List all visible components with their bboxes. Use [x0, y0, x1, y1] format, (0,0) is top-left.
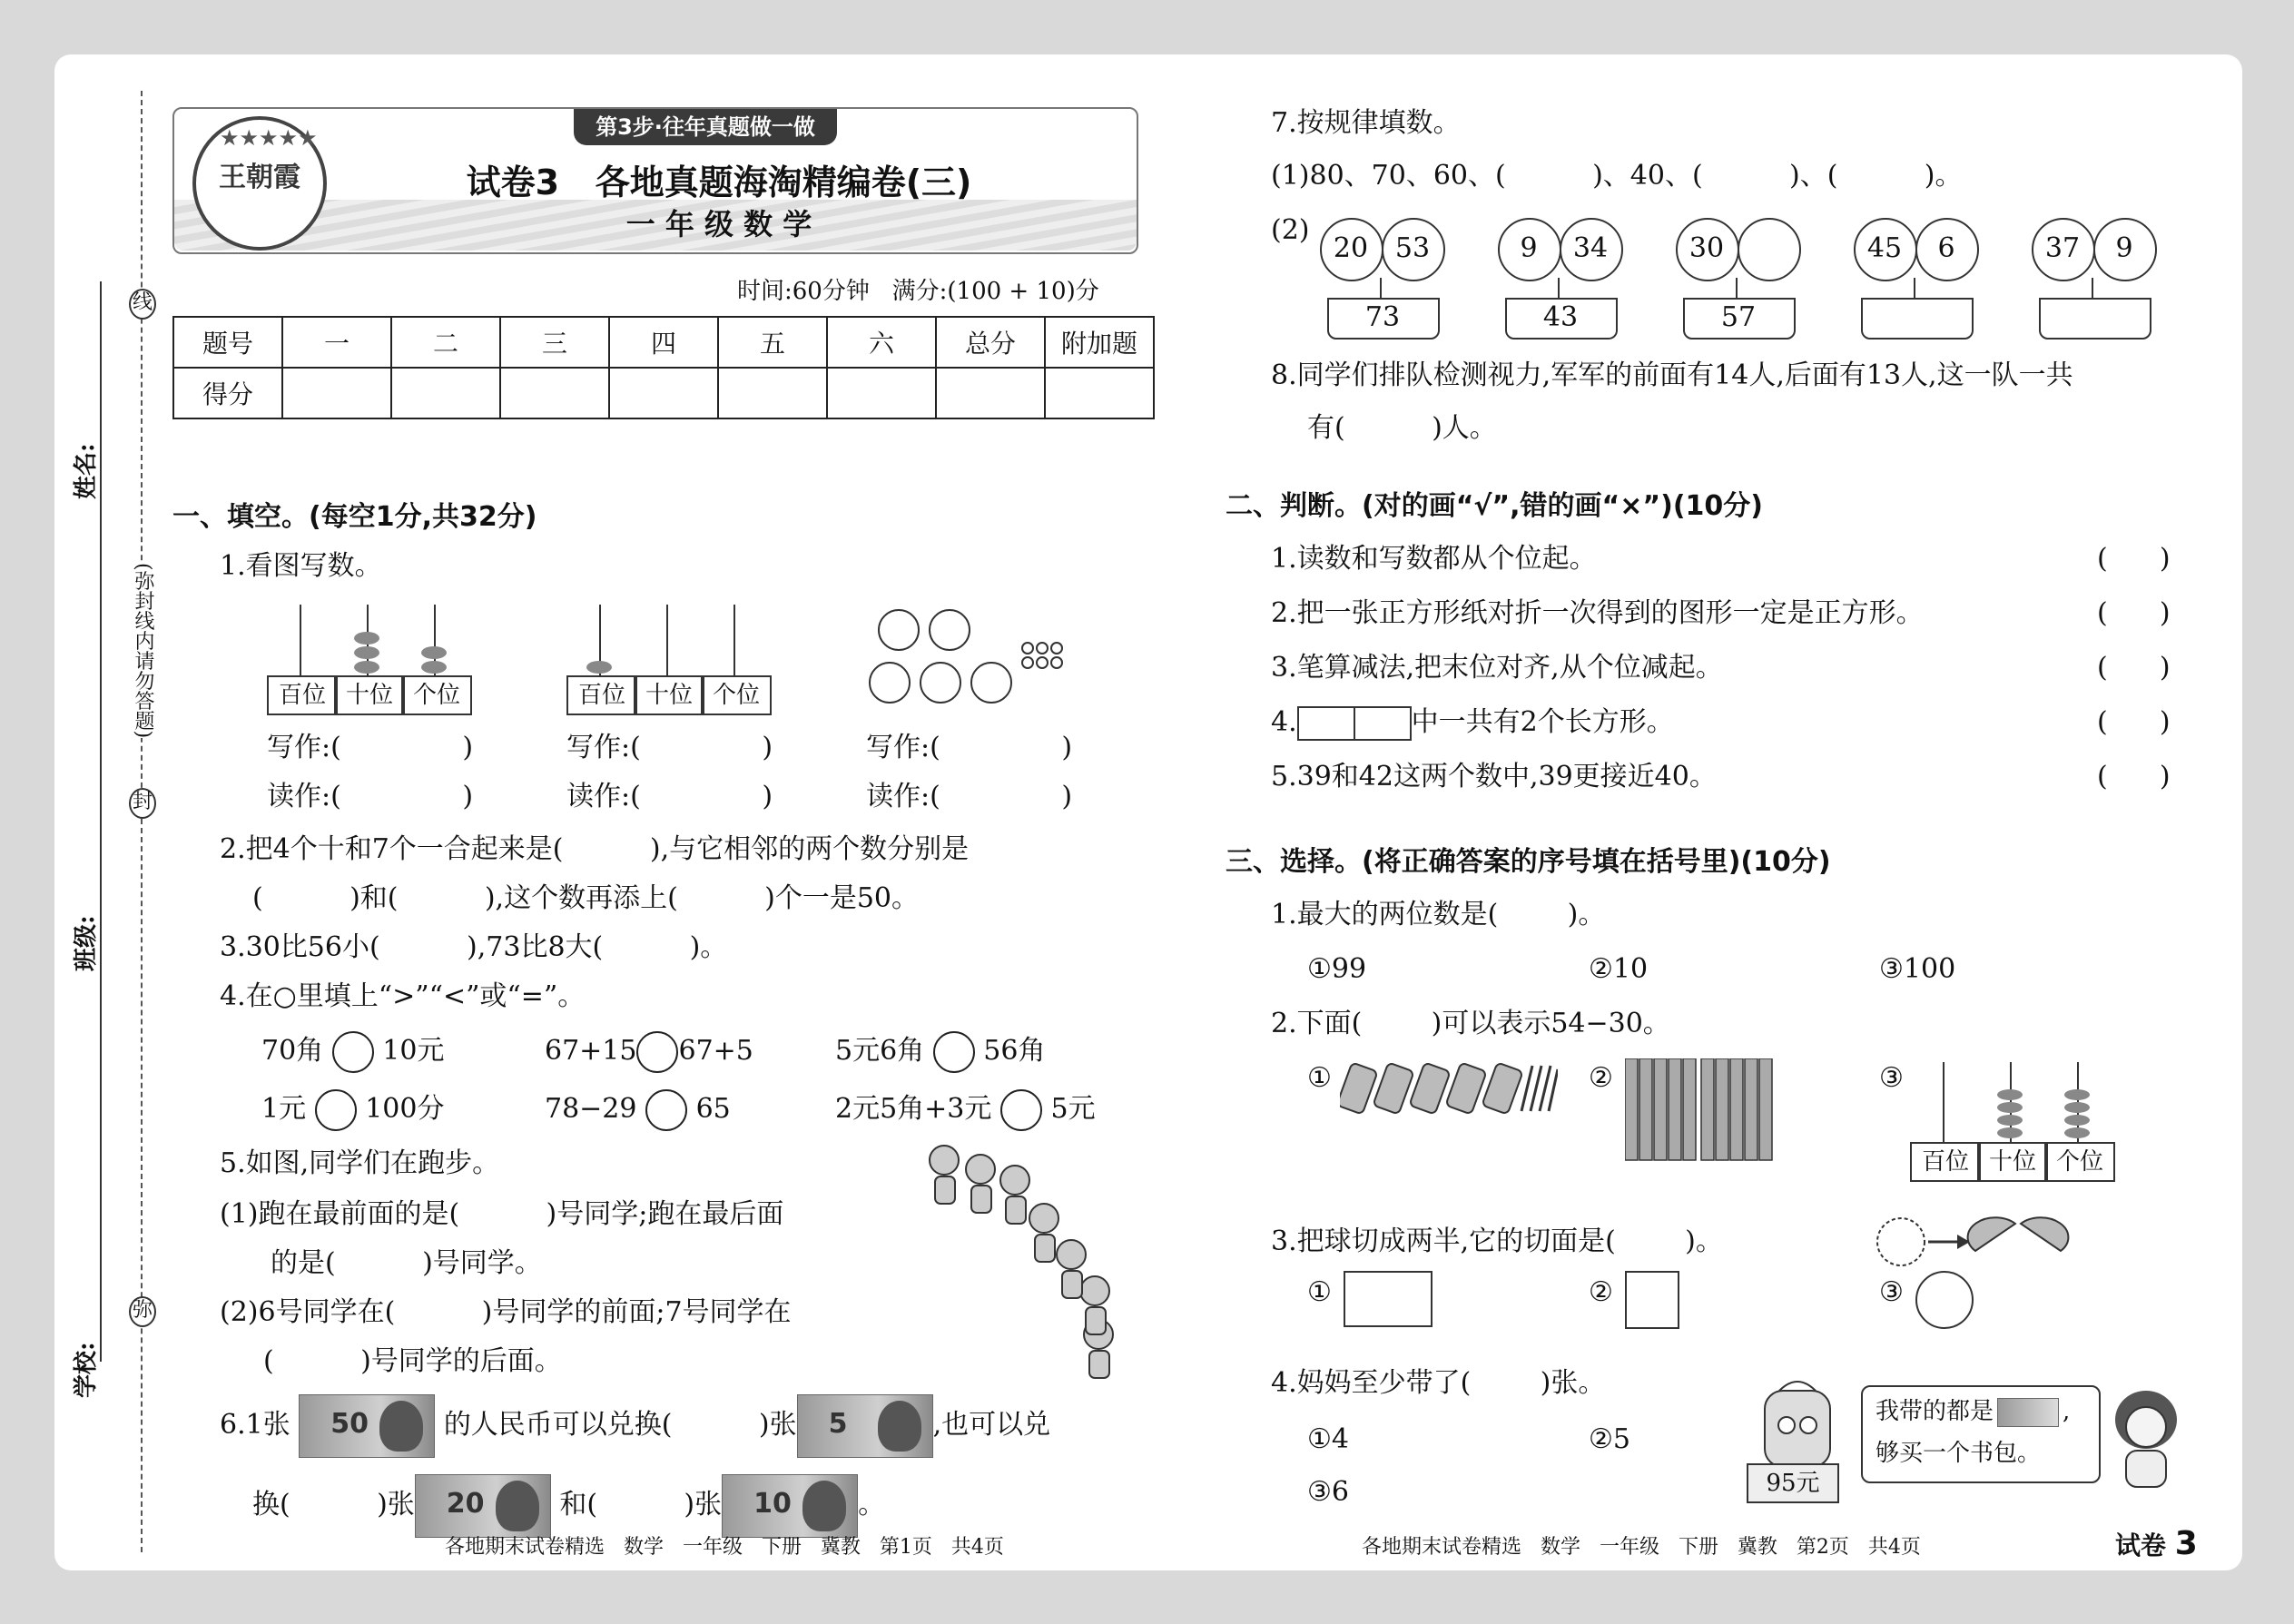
school-label: 学校:	[73, 1342, 100, 1398]
page-label: 试卷 3	[2115, 1525, 2198, 1562]
left-footer: 各地期末试卷精选 数学 一年级 下册 冀教 第1页 共4页	[445, 1536, 1004, 1559]
flower-pot	[2021, 214, 2175, 341]
rectangle-shape	[1355, 706, 1412, 741]
q7-title: 7.按规律填数。	[1271, 107, 1461, 139]
exam-sheet	[54, 54, 2242, 1570]
q5-1a[interactable]: (1)跑在最前面的是( )号同学;跑在最后面	[220, 1198, 784, 1230]
score-cell[interactable]	[1045, 368, 1154, 418]
circle-shape	[1915, 1271, 1974, 1329]
score-head-1: 一	[282, 317, 391, 368]
q6-line2: 换( )张 20 和( )张 10 。	[252, 1474, 885, 1538]
q1-write-3[interactable]: 写作:( )	[866, 732, 1073, 763]
score-head-8: 附加题	[1045, 317, 1154, 368]
choice-3-title[interactable]: 3.把球切成两半,它的切面是( )。	[1271, 1225, 1723, 1257]
step-badge: 第3步·往年真题做一做	[574, 109, 837, 145]
score-head-4: 四	[609, 317, 718, 368]
pot-number[interactable]: 57	[1720, 301, 1757, 333]
q7-2-label: (2)	[1271, 214, 1310, 246]
q4-item-3: 5元6角 56角	[835, 1031, 1045, 1073]
flower-pots	[1309, 214, 2199, 341]
choice-3-opt-2[interactable]: ②	[1589, 1276, 1613, 1308]
score-row-label: 得分	[173, 368, 282, 418]
judge-1: 1.读数和写数都从个位起。	[1271, 543, 1597, 575]
seal-char-mi: 弥	[129, 1296, 156, 1327]
q4-item-6: 2元5角+3元 5元	[835, 1089, 1096, 1131]
square-shape	[1625, 1271, 1679, 1329]
q8-line1: 8.同学们排队检测视力,军军的前面有14人,后面有13人,这一队一共	[1271, 359, 2073, 391]
score-cell[interactable]	[827, 368, 936, 418]
flower-number-right[interactable]: 34	[1572, 232, 1609, 264]
q1-read-2[interactable]: 读作:( )	[566, 781, 773, 812]
q4-item-2: 67+15 67+5	[545, 1031, 753, 1073]
section3-heading: 三、选择。(将正确答案的序号填在括号里)(10分)	[1226, 846, 1831, 878]
compare-circle[interactable]	[645, 1089, 687, 1131]
banknote-10-image: 10	[722, 1474, 858, 1538]
score-head-3: 三	[500, 317, 609, 368]
q7-1[interactable]: (1)80、70、60、( )、40、( )、( )。	[1271, 160, 1963, 192]
choice-2-title[interactable]: 2.下面( )可以表示54−30。	[1271, 1008, 1670, 1039]
banknote-5-image: 5	[797, 1394, 933, 1458]
name-label: 姓名:	[73, 443, 100, 499]
score-table	[172, 316, 1155, 419]
time-info: 时间:60分钟 满分:(100 + 10)分	[737, 278, 1099, 305]
subtitle: 一 年 级 数 学	[625, 207, 812, 241]
q1-write-2[interactable]: 写作:( )	[566, 732, 773, 763]
score-cell[interactable]	[936, 368, 1045, 418]
runners-image	[917, 1127, 1135, 1391]
right-page	[1226, 54, 2224, 1570]
choice-4-opt-2[interactable]: ②5	[1589, 1423, 1630, 1455]
bead-groups-image	[862, 601, 1080, 710]
flower-pot	[1843, 214, 1997, 341]
q3[interactable]: 3.30比56小( ),73比8大( )。	[220, 931, 728, 963]
judge-answer-4[interactable]: ( )	[2097, 706, 2171, 738]
compare-circle[interactable]	[315, 1089, 357, 1131]
right-footer: 各地期末试卷精选 数学 一年级 下册 冀教 第2页 共4页	[1362, 1536, 1921, 1559]
header-banner	[172, 107, 1138, 254]
left-page	[172, 54, 1207, 1570]
q4-item-1: 70角 10元	[261, 1031, 444, 1073]
rectangle-shape	[1344, 1271, 1433, 1327]
score-cell[interactable]	[609, 368, 718, 418]
flower-number-right[interactable]: 9	[2115, 232, 2133, 264]
seal-note: (弥封线内请勿答题)	[127, 563, 154, 738]
judge-3: 3.笔算减法,把末位对齐,从个位减起。	[1271, 652, 1723, 684]
q1-title: 1.看图写数。	[220, 550, 382, 582]
pot-number[interactable]: 43	[1542, 301, 1579, 333]
choice-3-opt-1[interactable]: ①	[1307, 1276, 1332, 1308]
judge-answer-3[interactable]: ( )	[2097, 652, 2171, 684]
score-head-5: 五	[718, 317, 827, 368]
score-cell[interactable]	[500, 368, 609, 418]
choice-3-opt-3[interactable]: ③	[1879, 1276, 1904, 1308]
choice-4-opt-1[interactable]: ①4	[1307, 1423, 1349, 1455]
flower-number-right[interactable]: 6	[1937, 232, 1955, 264]
flower-number-left: 20	[1333, 232, 1369, 264]
flower-pot	[1665, 214, 1819, 341]
banknote-image	[1997, 1398, 2059, 1427]
q1-write-1[interactable]: 写作:( )	[267, 732, 474, 763]
flower-number-left: 45	[1866, 232, 1903, 264]
q4-item-5: 78−29 65	[545, 1089, 731, 1131]
compare-circle[interactable]	[933, 1031, 975, 1073]
abacus-2: 百位 十位 个位	[566, 595, 766, 714]
choice-2-opt-2[interactable]: ②	[1589, 1062, 1613, 1094]
compare-circle[interactable]	[636, 1031, 678, 1073]
q2-line1[interactable]: 2.把4个十和7个一合起来是( ),与它相邻的两个数分别是	[220, 833, 970, 865]
q5-1b[interactable]: 的是( )号同学。	[271, 1247, 542, 1279]
choice-2-opt-1[interactable]: ①	[1307, 1062, 1332, 1094]
choice-1-opt-1[interactable]: ①99	[1307, 953, 1367, 985]
compare-circle[interactable]	[1000, 1089, 1042, 1131]
judge-4: 4. 中一共有2个长方形。	[1271, 706, 1674, 741]
class-label: 班级:	[73, 915, 100, 971]
section1-heading: 一、填空。(每空1分,共32分)	[172, 501, 537, 533]
q2-line2[interactable]: ( )和( ),这个数再添上( )个一是50。	[252, 882, 920, 914]
choice-2-opt-3[interactable]: ③	[1879, 1062, 1904, 1094]
compare-circle[interactable]	[332, 1031, 374, 1073]
pot-number[interactable]: 73	[1364, 301, 1401, 333]
judge-answer-5[interactable]: ( )	[2097, 761, 2171, 792]
flower-number-left: 30	[1689, 232, 1725, 264]
score-head-0: 题号	[173, 317, 282, 368]
judge-5: 5.39和42这两个数中,39更接近40。	[1271, 761, 1717, 792]
choice-1-title[interactable]: 1.最大的两位数是( )。	[1271, 899, 1606, 930]
ball-cut-image	[1870, 1215, 2070, 1269]
q4-title: 4.在○里填上“>”“<”或“=”。	[220, 980, 586, 1012]
seal-char-xian: 线	[129, 289, 156, 320]
flower-number-right[interactable]: 53	[1394, 232, 1431, 264]
banknote-20-image: 20	[415, 1474, 551, 1538]
judge-2: 2.把一张正方形纸对折一次得到的图形一定是正方形。	[1271, 597, 1924, 629]
flower-pot	[1487, 214, 1641, 341]
abacus-1: 百位 十位 个位	[267, 595, 467, 714]
section2-heading: 二、判断。(对的画“√”,错的画“×”)(10分)	[1226, 490, 1764, 522]
abacus-3: 百位 十位 个位	[1910, 1062, 2110, 1180]
logo-text: 王朝霞	[219, 162, 300, 193]
page-title: 试卷3 各地真题海淘精编卷(三)	[466, 162, 972, 202]
choice-1-opt-3[interactable]: ③100	[1879, 953, 1956, 985]
score-cell[interactable]	[391, 368, 500, 418]
score-cell[interactable]	[718, 368, 827, 418]
price-tag: 95元	[1747, 1463, 1839, 1503]
flower-pot	[1309, 214, 1463, 341]
flower-number-left: 37	[2044, 232, 2081, 264]
q5-2b[interactable]: ( )号同学的后面。	[263, 1345, 562, 1377]
schoolbag-image	[1752, 1373, 1843, 1472]
stick-bundles-image	[1340, 1057, 1558, 1120]
rectangle-shape	[1297, 706, 1355, 741]
q5-title: 5.如图,同学们在跑步。	[220, 1147, 500, 1179]
banknote-50-image: 50	[299, 1394, 435, 1458]
logo	[192, 116, 327, 251]
choice-4-title[interactable]: 4.妈妈至少带了( )张。	[1271, 1367, 1606, 1399]
q8-line2[interactable]: 有( )人。	[1307, 412, 1497, 444]
flower-number-left: 9	[1520, 232, 1538, 264]
q6-line1: 6.1张 50 的人民币可以兑换( )张 5 ,也可以兑	[220, 1394, 1050, 1458]
judge-answer-2[interactable]: ( )	[2097, 597, 2171, 629]
speech-bubble: 我带的都是 , 够买一个书包。	[1861, 1385, 2101, 1483]
score-cell[interactable]	[282, 368, 391, 418]
mother-image	[2106, 1389, 2188, 1489]
q1-read-3[interactable]: 读作:( )	[866, 781, 1073, 812]
q4-item-4: 1元 100分	[261, 1089, 444, 1131]
score-head-7: 总分	[936, 317, 1045, 368]
seal-char-feng: 封	[129, 788, 156, 819]
choice-4-opt-3[interactable]: ③6	[1307, 1476, 1349, 1508]
score-head-2: 二	[391, 317, 500, 368]
choice-1-opt-2[interactable]: ②10	[1589, 953, 1649, 985]
q1-read-1[interactable]: 读作:( )	[267, 781, 474, 812]
score-head-6: 六	[827, 317, 936, 368]
q5-2a[interactable]: (2)6号同学在( )号同学的前面;7号同学在	[220, 1296, 792, 1328]
star-icon: ★★★★★	[220, 125, 318, 151]
counting-blocks-image	[1625, 1058, 1779, 1167]
judge-answer-1[interactable]: ( )	[2097, 543, 2171, 575]
